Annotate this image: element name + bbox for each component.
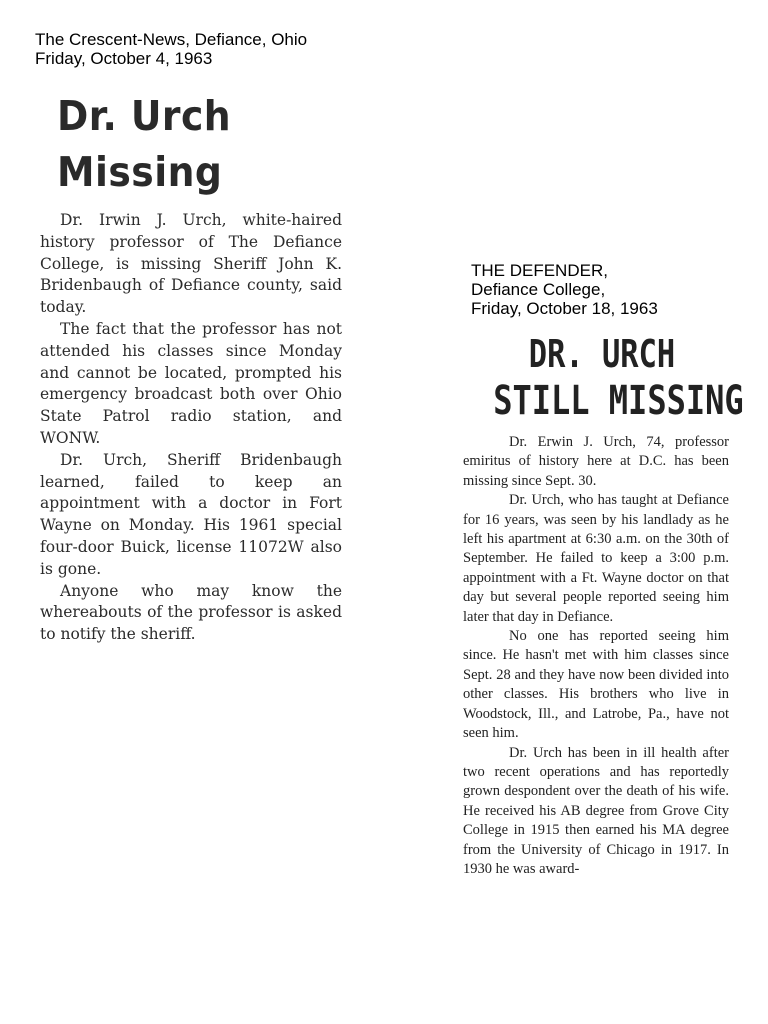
right-headline-line: STILL MISSING — [493, 378, 744, 424]
right-source-caption — [471, 261, 658, 318]
left-article-paragraph: Dr. Urch, Sheriff Bridenbaugh learned, failed to keep an appointment with a doctor in Fort Wayne on Monday. His 1961 special four-door Buick, license 11072W also is gone. — [40, 450, 342, 578]
left-source-caption — [35, 30, 307, 68]
right-article-paragraph: No one has reported seeing him since. He hasn't met with him classes since Sept. 28 and they have now been divided into other classes. His brothers who live in Woodstock, Ill., and Latrobe, Pa., have not seen him. — [463, 628, 729, 742]
right-caption-line: THE DEFENDER, — [471, 261, 608, 280]
right-article-body — [463, 433, 729, 879]
left-article-paragraph: The fact that the professor has not attended his classes since Monday and cannot be located, prompted his emergency broadcast both over Ohio State Patrol radio station, and WONW. — [40, 319, 342, 447]
right-headline — [466, 331, 744, 425]
right-caption-line: Defiance College, — [471, 280, 606, 299]
left-headline — [57, 88, 231, 200]
right-article-paragraph: Dr. Erwin J. Urch, 74, professor emiritus of history here at D.C. has been missing since Sept. 30. — [463, 434, 729, 489]
left-article-paragraph: Anyone who may know the whereabouts of the professor is asked to notify the sheriff. — [40, 581, 342, 644]
left-caption-line: Friday, October 4, 1963 — [35, 49, 213, 68]
right-article-paragraph: Dr. Urch has been in ill health after two recent operations and has reportedly grown despondent over the death of his wife. He received his AB degree from Grove City College in 1915 then earned his MA degree from the University of Chicago in 1917. In 1930 he was award- — [463, 744, 729, 877]
left-headline-line: Dr. Urch — [57, 92, 232, 140]
right-article-paragraph: Dr. Urch, who has taught at Defiance for 16 years, was seen by his landlady as he left his apartment at 6:30 a.m. on the 30th of September. He failed to keep a 3:00 p.m. appointment with a Ft. Wayne doctor on that day but several people reported seeing him later that day in Defiance. — [463, 492, 729, 625]
left-headline-line: Missing — [57, 148, 223, 196]
right-headline-line: DR. URCH — [528, 332, 676, 376]
left-caption-line: The Crescent-News, Defiance, Ohio — [35, 30, 308, 49]
right-caption-line: Friday, October 18, 1963 — [471, 299, 658, 318]
left-article-paragraph: Dr. Irwin J. Urch, white-haired history professor of The Defiance College, is missing Sheriff John K. Bridenbaugh of Defiance county, said today. — [40, 211, 342, 317]
left-article-body — [40, 210, 342, 646]
